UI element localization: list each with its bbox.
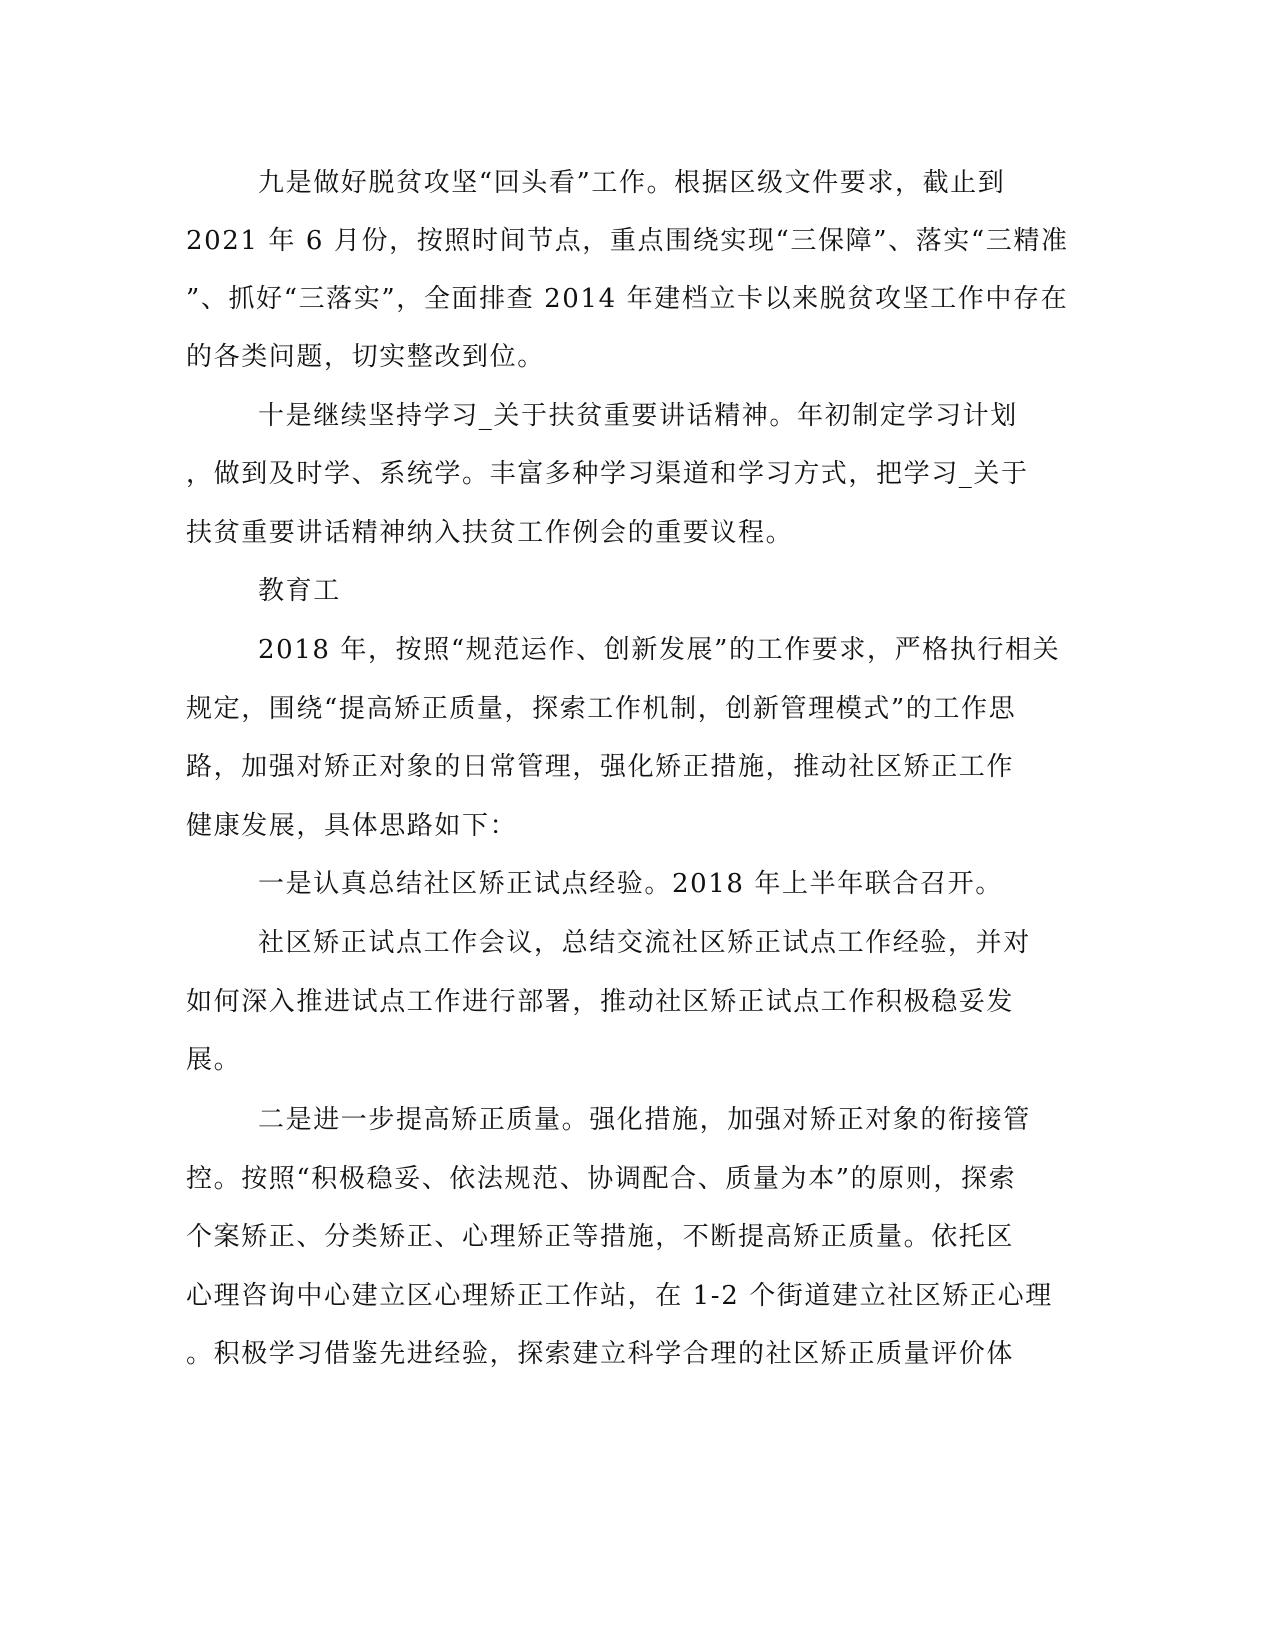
text-line: 扶贫重要讲话精神纳入扶贫工作例会的重要议程。 <box>186 518 794 548</box>
section-heading: 教育工 <box>258 576 341 606</box>
text-line: 2021 年 6 月份，按照时间节点，重点围绕实现“三保障”、落实“三精准 <box>186 226 1069 256</box>
text-line: ，做到及时学、系统学。丰富多种学习渠道和学习方式，把学习_关于 <box>186 459 1029 489</box>
text-line: 规定，围绕“提高矫正质量，探索工作机制，创新管理模式”的工作思 <box>186 694 1017 724</box>
text-line: 如何深入推进试点工作进行部署，推动社区矫正试点工作积极稳妥发 <box>186 987 1015 1017</box>
text-line: 社区矫正试点工作会议，总结交流社区矫正试点工作经验，并对 <box>258 928 1031 958</box>
text-line: 2018 年，按照“规范运作、创新发展”的工作要求，严格执行相关 <box>258 635 1061 665</box>
text-line: 二是进一步提高矫正质量。强化措施，加强对矫正对象的衔接管 <box>258 1105 1031 1135</box>
text-line: 健康发展，具体思路如下： <box>186 811 518 841</box>
text-line: 。积极学习借鉴先进经验，探索建立科学合理的社区矫正质量评价体 <box>186 1339 1015 1369</box>
text-line: 心理咨询中心建立区心理矫正工作站，在 1-2 个街道建立社区矫正心理 <box>186 1281 1053 1311</box>
text-line: 十是继续坚持学习_关于扶贫重要讲话精神。年初制定学习计划 <box>258 401 1018 431</box>
text-line: 路，加强对矫正对象的日常管理，强化矫正措施，推动社区矫正工作 <box>186 752 1015 782</box>
text-line: 展。 <box>186 1045 242 1075</box>
text-line: 个案矫正、分类矫正、心理矫正等措施，不断提高矫正质量。依托区 <box>186 1222 1015 1252</box>
text-line: ”、抓好“三落实”，全面排查 2014 年建档立卡以来脱贫攻坚工作中存在 <box>186 284 1069 314</box>
text-line: 的各类问题，切实整改到位。 <box>186 342 545 372</box>
text-line: 一是认真总结社区矫正试点经验。2018 年上半年联合召开。 <box>258 869 1003 899</box>
text-line: 控。按照“积极稳妥、依法规范、协调配合、质量为本”的原则，探索 <box>186 1164 1017 1194</box>
text-line: 九是做好脱贫攻坚“回头看”工作。根据区级文件要求，截止到 <box>258 168 1006 198</box>
